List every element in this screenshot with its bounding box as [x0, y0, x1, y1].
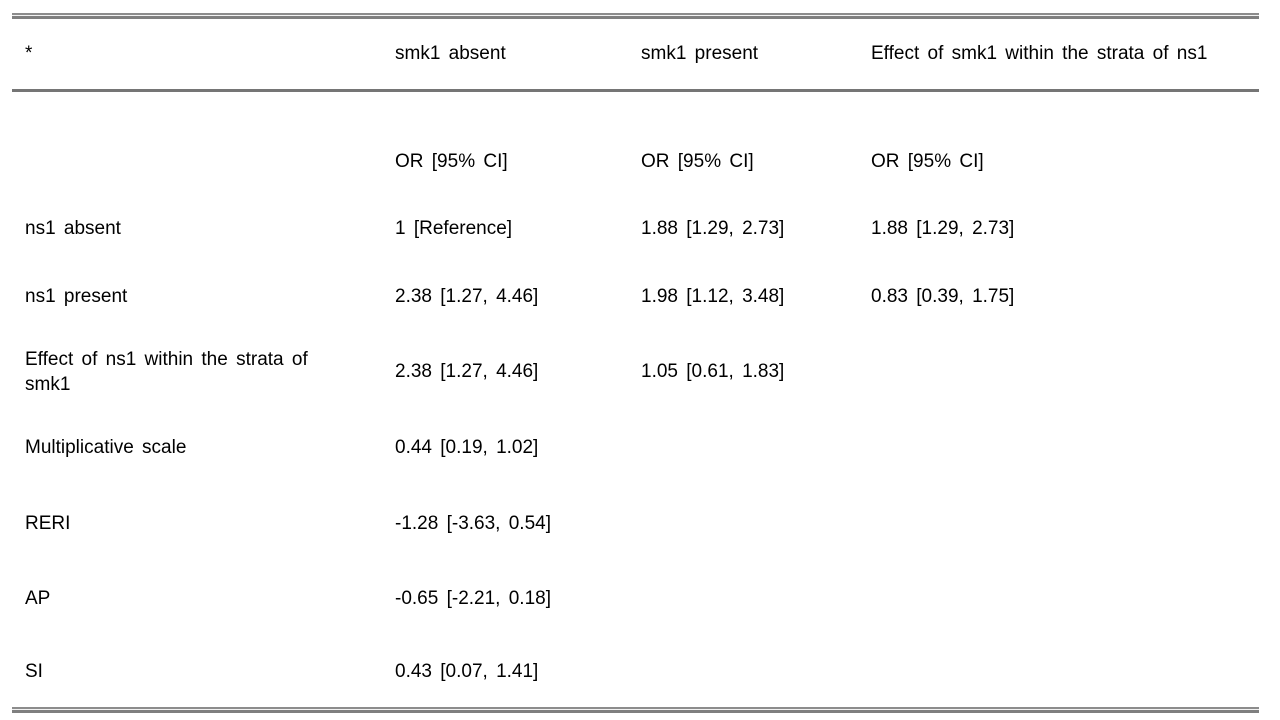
- row-label-text: Effect of ns1 within the strata of smk1: [25, 349, 308, 395]
- cell-value: 2.38 [1.27, 4.46]: [395, 361, 539, 382]
- column-header-smk1-absent: smk1 absent: [395, 43, 506, 64]
- cell-value: 1.98 [1.12, 3.48]: [641, 286, 785, 307]
- table-row: [12, 561, 1259, 636]
- subheader-or-ci: OR [95% CI]: [871, 151, 984, 172]
- row-label: [12, 347, 395, 397]
- cell-value: 0.83 [0.39, 1.75]: [871, 286, 1015, 307]
- cell-value: -1.28 [-3.63, 0.54]: [395, 512, 551, 534]
- row-label: RERI: [25, 512, 71, 534]
- table-row: [12, 260, 1259, 334]
- subheader-row: [12, 126, 1259, 198]
- cell-value: 0.44 [0.19, 1.02]: [395, 437, 539, 458]
- row-label: ns1 absent: [25, 218, 121, 239]
- column-header-effect-smk1: Effect of smk1 within the strata of ns1: [871, 43, 1208, 64]
- table-row: [12, 334, 1259, 410]
- row-label: SI: [25, 660, 43, 682]
- interaction-results-table: [12, 13, 1259, 713]
- table-header-row: [12, 19, 1259, 89]
- cell-value: 1.88 [1.29, 2.73]: [641, 218, 785, 239]
- cell-value: 1 [Reference]: [395, 218, 513, 239]
- table-row: [12, 486, 1259, 561]
- blank-row: [12, 92, 1259, 126]
- row-label: AP: [25, 587, 51, 609]
- cell-value: -0.65 [-2.21, 0.18]: [395, 587, 551, 609]
- row-label: ns1 present: [25, 286, 128, 307]
- table-row: [12, 636, 1259, 707]
- table-row: [12, 198, 1259, 260]
- subheader-or-ci: OR [95% CI]: [395, 151, 508, 172]
- footnote-asterisk: *: [25, 43, 33, 64]
- cell-value: 2.38 [1.27, 4.46]: [395, 286, 539, 307]
- cell-value: 1.05 [0.61, 1.83]: [641, 361, 785, 382]
- table-row: [12, 410, 1259, 486]
- bottom-rule: [12, 707, 1259, 713]
- subheader-or-ci: OR [95% CI]: [641, 151, 754, 172]
- column-header-smk1-present: smk1 present: [641, 43, 759, 64]
- row-label: Multiplicative scale: [25, 437, 187, 458]
- cell-value: 1.88 [1.29, 2.73]: [871, 218, 1015, 239]
- cell-value: 0.43 [0.07, 1.41]: [395, 660, 539, 682]
